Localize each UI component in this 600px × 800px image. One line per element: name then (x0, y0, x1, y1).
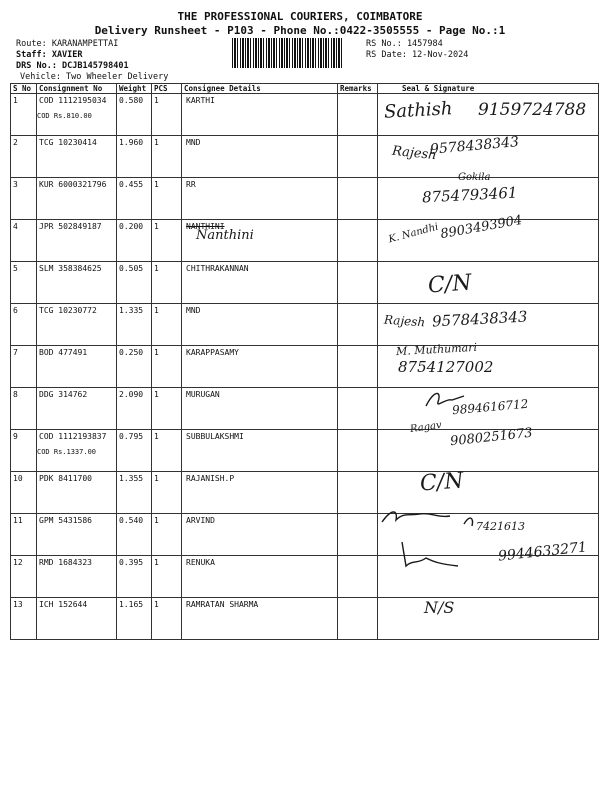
remarks-cell (338, 472, 378, 514)
drs-label: DRS No.: DCJB145798401 (16, 61, 129, 71)
pcs-text: 1 (154, 474, 159, 483)
handwritten-phone: 9578438343 (431, 307, 528, 331)
consignment-text: TCG 10230414 (39, 138, 97, 147)
consignee-cell (182, 430, 338, 472)
col-weight: Weight (117, 84, 152, 94)
table-row (11, 472, 599, 514)
consignee-text: KARTHI (186, 96, 215, 105)
weight-text: 0.455 (119, 180, 144, 189)
sno-cell (11, 388, 37, 430)
handwritten-phone: 7421613 (476, 520, 525, 533)
pcs-text: 1 (154, 264, 159, 273)
consignee-text: KARAPPASAMY (186, 348, 239, 357)
table-row (11, 262, 599, 304)
pcs-text: 1 (154, 390, 159, 399)
remarks-cell (338, 430, 378, 472)
pcs-cell (152, 472, 182, 514)
consignment-cell (37, 598, 117, 640)
handwritten-phone: 9159724788 (478, 100, 587, 120)
table-row (11, 598, 599, 640)
consignment-cell (37, 556, 117, 598)
consignee-cell (182, 388, 338, 430)
consignee-cell (182, 94, 338, 136)
weight-text: 1.960 (119, 138, 144, 147)
consignment-cell (37, 94, 117, 136)
consignment-text: COD 1112193837 (39, 432, 107, 441)
route-label: Route: KARANAMPETTAI (16, 39, 119, 49)
consignee-text: RR (186, 180, 196, 189)
weight-text: 2.090 (119, 390, 144, 399)
sno-cell (11, 220, 37, 262)
sno-cell (11, 514, 37, 556)
sno-cell (11, 262, 37, 304)
handwritten-phone: 9080251673 (449, 425, 534, 450)
remarks-cell (338, 94, 378, 136)
sno-text: 9 (13, 432, 18, 441)
sno-text: 5 (13, 264, 18, 273)
rs-date: RS Date: 12-Nov-2024 (366, 50, 469, 60)
vehicle-label: Vehicle: Two Wheeler Delivery (20, 72, 169, 82)
weight-cell (117, 598, 152, 640)
col-consignee: Consignee Details (182, 84, 338, 94)
weight-text: 0.395 (119, 558, 144, 567)
sno-cell (11, 94, 37, 136)
consignee-cell (182, 472, 338, 514)
remarks-cell (338, 514, 378, 556)
runsheet-title: Delivery Runsheet - P103 - Phone No.:0422-3505555 - Page No.:1 (94, 24, 506, 37)
consignee-cell (182, 556, 338, 598)
handwritten-name: K. Nandhi (387, 221, 440, 246)
remarks-cell (338, 346, 378, 388)
consignment-cell (37, 346, 117, 388)
weight-cell (117, 472, 152, 514)
consignee-text: NANTHINI (186, 222, 225, 231)
sno-cell (11, 136, 37, 178)
sno-text: 12 (13, 558, 23, 567)
consignee-cell (182, 346, 338, 388)
company-title: THE PROFESSIONAL COURIERS, COIMBATORE (177, 10, 423, 23)
weight-text: 1.165 (119, 600, 144, 609)
table-row (11, 346, 599, 388)
sno-text: 1 (13, 96, 18, 105)
weight-cell (117, 556, 152, 598)
consignee-cell (182, 304, 338, 346)
consignment-cell (37, 262, 117, 304)
barcode (232, 38, 344, 68)
signature-scribble (462, 510, 542, 550)
pcs-cell (152, 346, 182, 388)
pcs-cell (152, 262, 182, 304)
consignment-cell (37, 136, 117, 178)
handwritten-name: M. Muthumari (395, 340, 478, 359)
sno-text: 13 (13, 600, 23, 609)
col-signature: Seal & Signature (378, 84, 599, 94)
handwritten-name: Rajesh (391, 143, 438, 164)
handwritten-ns: N/S (424, 598, 455, 617)
sno-text: 2 (13, 138, 18, 147)
handwritten-cn: C/N (427, 270, 473, 299)
rs-number: RS No.: 1457984 (366, 39, 443, 49)
pcs-cell (152, 598, 182, 640)
handwritten-phone: 8754793461 (421, 183, 518, 207)
consignment-cell (37, 178, 117, 220)
pcs-text: 1 (154, 600, 159, 609)
signature-scribble (424, 388, 504, 428)
handwritten-name: Gokila (458, 172, 491, 183)
consignment-text: GPM 5431586 (39, 516, 92, 525)
handwritten-name: Rajesh (383, 312, 426, 330)
handwritten-phone: 8754127002 (398, 358, 494, 376)
consignee-text: SUBBULAKSHMI (186, 432, 244, 441)
signature-cell (378, 262, 599, 304)
sno-cell (11, 598, 37, 640)
consignee-cell (182, 136, 338, 178)
sno-cell (11, 304, 37, 346)
handwritten-name: Ragav (409, 419, 443, 436)
consignment-text: BOD 477491 (39, 348, 88, 357)
handwritten-phone: 9578438343 (429, 134, 520, 158)
handwritten-phone: 8903493904 (439, 212, 524, 243)
consignment-text: SLM 358384625 (39, 264, 102, 273)
col-remarks: Remarks (338, 84, 378, 94)
consignment-cell (37, 304, 117, 346)
remarks-cell (338, 262, 378, 304)
consignment-cell (37, 388, 117, 430)
weight-text: 0.505 (119, 264, 144, 273)
consignee-text: ARVIND (186, 516, 215, 525)
sno-text: 6 (13, 306, 18, 315)
pcs-text: 1 (154, 306, 159, 315)
weight-text: 0.795 (119, 432, 144, 441)
weight-cell (117, 94, 152, 136)
sno-cell (11, 346, 37, 388)
col-sno: S No (11, 84, 37, 94)
handwritten-consignee: Nanthini (196, 228, 254, 243)
consignee-text: RENUKA (186, 558, 215, 567)
staff-label: Staff: XAVIER (16, 50, 83, 60)
consignment-cell (37, 220, 117, 262)
sno-cell (11, 430, 37, 472)
consignee-cell (182, 514, 338, 556)
weight-cell (117, 262, 152, 304)
consignment-text: ICH 152644 (39, 600, 88, 609)
pcs-cell (152, 178, 182, 220)
pcs-cell (152, 556, 182, 598)
remarks-cell (338, 178, 378, 220)
handwritten-phone: 9944633271 (497, 539, 588, 565)
pcs-text: 1 (154, 432, 159, 441)
weight-cell (117, 346, 152, 388)
pcs-text: 1 (154, 138, 159, 147)
sno-cell (11, 178, 37, 220)
consignment-cell (37, 514, 117, 556)
weight-text: 0.200 (119, 222, 144, 231)
weight-cell (117, 136, 152, 178)
consignment-text: JPR 502849187 (39, 222, 102, 231)
remarks-cell (338, 220, 378, 262)
consignee-text: MURUGAN (186, 390, 220, 399)
weight-cell (117, 178, 152, 220)
weight-text: 0.580 (119, 96, 144, 105)
remarks-cell (338, 598, 378, 640)
consignment-text: DDG 314762 (39, 390, 88, 399)
pcs-cell (152, 388, 182, 430)
consignee-text: RAMRATAN SHARMA (186, 600, 259, 609)
pcs-cell (152, 514, 182, 556)
pcs-cell (152, 94, 182, 136)
consignment-text: COD 1112195034 (39, 96, 107, 105)
remarks-cell (338, 136, 378, 178)
weight-cell (117, 304, 152, 346)
consignment-text: PDK 8411700 (39, 474, 92, 483)
consignee-text: RAJANISH.P (186, 474, 235, 483)
col-consignment: Consignment No (37, 84, 117, 94)
handwritten-cn: C/N (419, 468, 465, 497)
consignment-text: KUR 6000321796 (39, 180, 107, 189)
remarks-cell (338, 304, 378, 346)
consignee-text: MND (186, 138, 201, 147)
consignee-text: CHITHRAKANNAN (186, 264, 249, 273)
remarks-cell (338, 556, 378, 598)
weight-cell (117, 514, 152, 556)
col-pcs: PCS (152, 84, 182, 94)
pcs-text: 1 (154, 516, 159, 525)
signature-cell (378, 598, 599, 640)
weight-cell (117, 430, 152, 472)
sno-text: 11 (13, 516, 23, 525)
consignment-text: TCG 10230772 (39, 306, 97, 315)
consignment-cell (37, 472, 117, 514)
weight-text: 0.540 (119, 516, 144, 525)
consignment-cell (37, 430, 117, 472)
handwritten-phone: 9894616712 (451, 396, 529, 418)
weight-text: 1.335 (119, 306, 144, 315)
sno-text: 10 (13, 474, 23, 483)
consignee-cell (182, 262, 338, 304)
cod-amount: COD Rs.1337.00 (37, 448, 97, 456)
remarks-cell (338, 388, 378, 430)
pcs-text: 1 (154, 348, 159, 357)
table-header-row (11, 84, 599, 94)
sno-text: 3 (13, 180, 18, 189)
pcs-cell (152, 136, 182, 178)
weight-text: 1.355 (119, 474, 144, 483)
consignment-text: RMD 1684323 (39, 558, 92, 567)
cod-amount: COD Rs.810.00 (37, 112, 92, 120)
consignee-text: MND (186, 306, 201, 315)
pcs-text: 1 (154, 96, 159, 105)
weight-text: 0.250 (119, 348, 144, 357)
handwritten-name: Sathish (383, 98, 453, 123)
pcs-text: 1 (154, 222, 159, 231)
weight-cell (117, 220, 152, 262)
weight-cell (117, 388, 152, 430)
sno-cell (11, 556, 37, 598)
pcs-text: 1 (154, 558, 159, 567)
consignee-cell (182, 598, 338, 640)
sno-text: 8 (13, 390, 18, 399)
sno-text: 4 (13, 222, 18, 231)
consignee-cell (182, 178, 338, 220)
pcs-cell (152, 430, 182, 472)
sno-cell (11, 472, 37, 514)
pcs-text: 1 (154, 180, 159, 189)
pcs-cell (152, 220, 182, 262)
sno-text: 7 (13, 348, 18, 357)
pcs-cell (152, 304, 182, 346)
